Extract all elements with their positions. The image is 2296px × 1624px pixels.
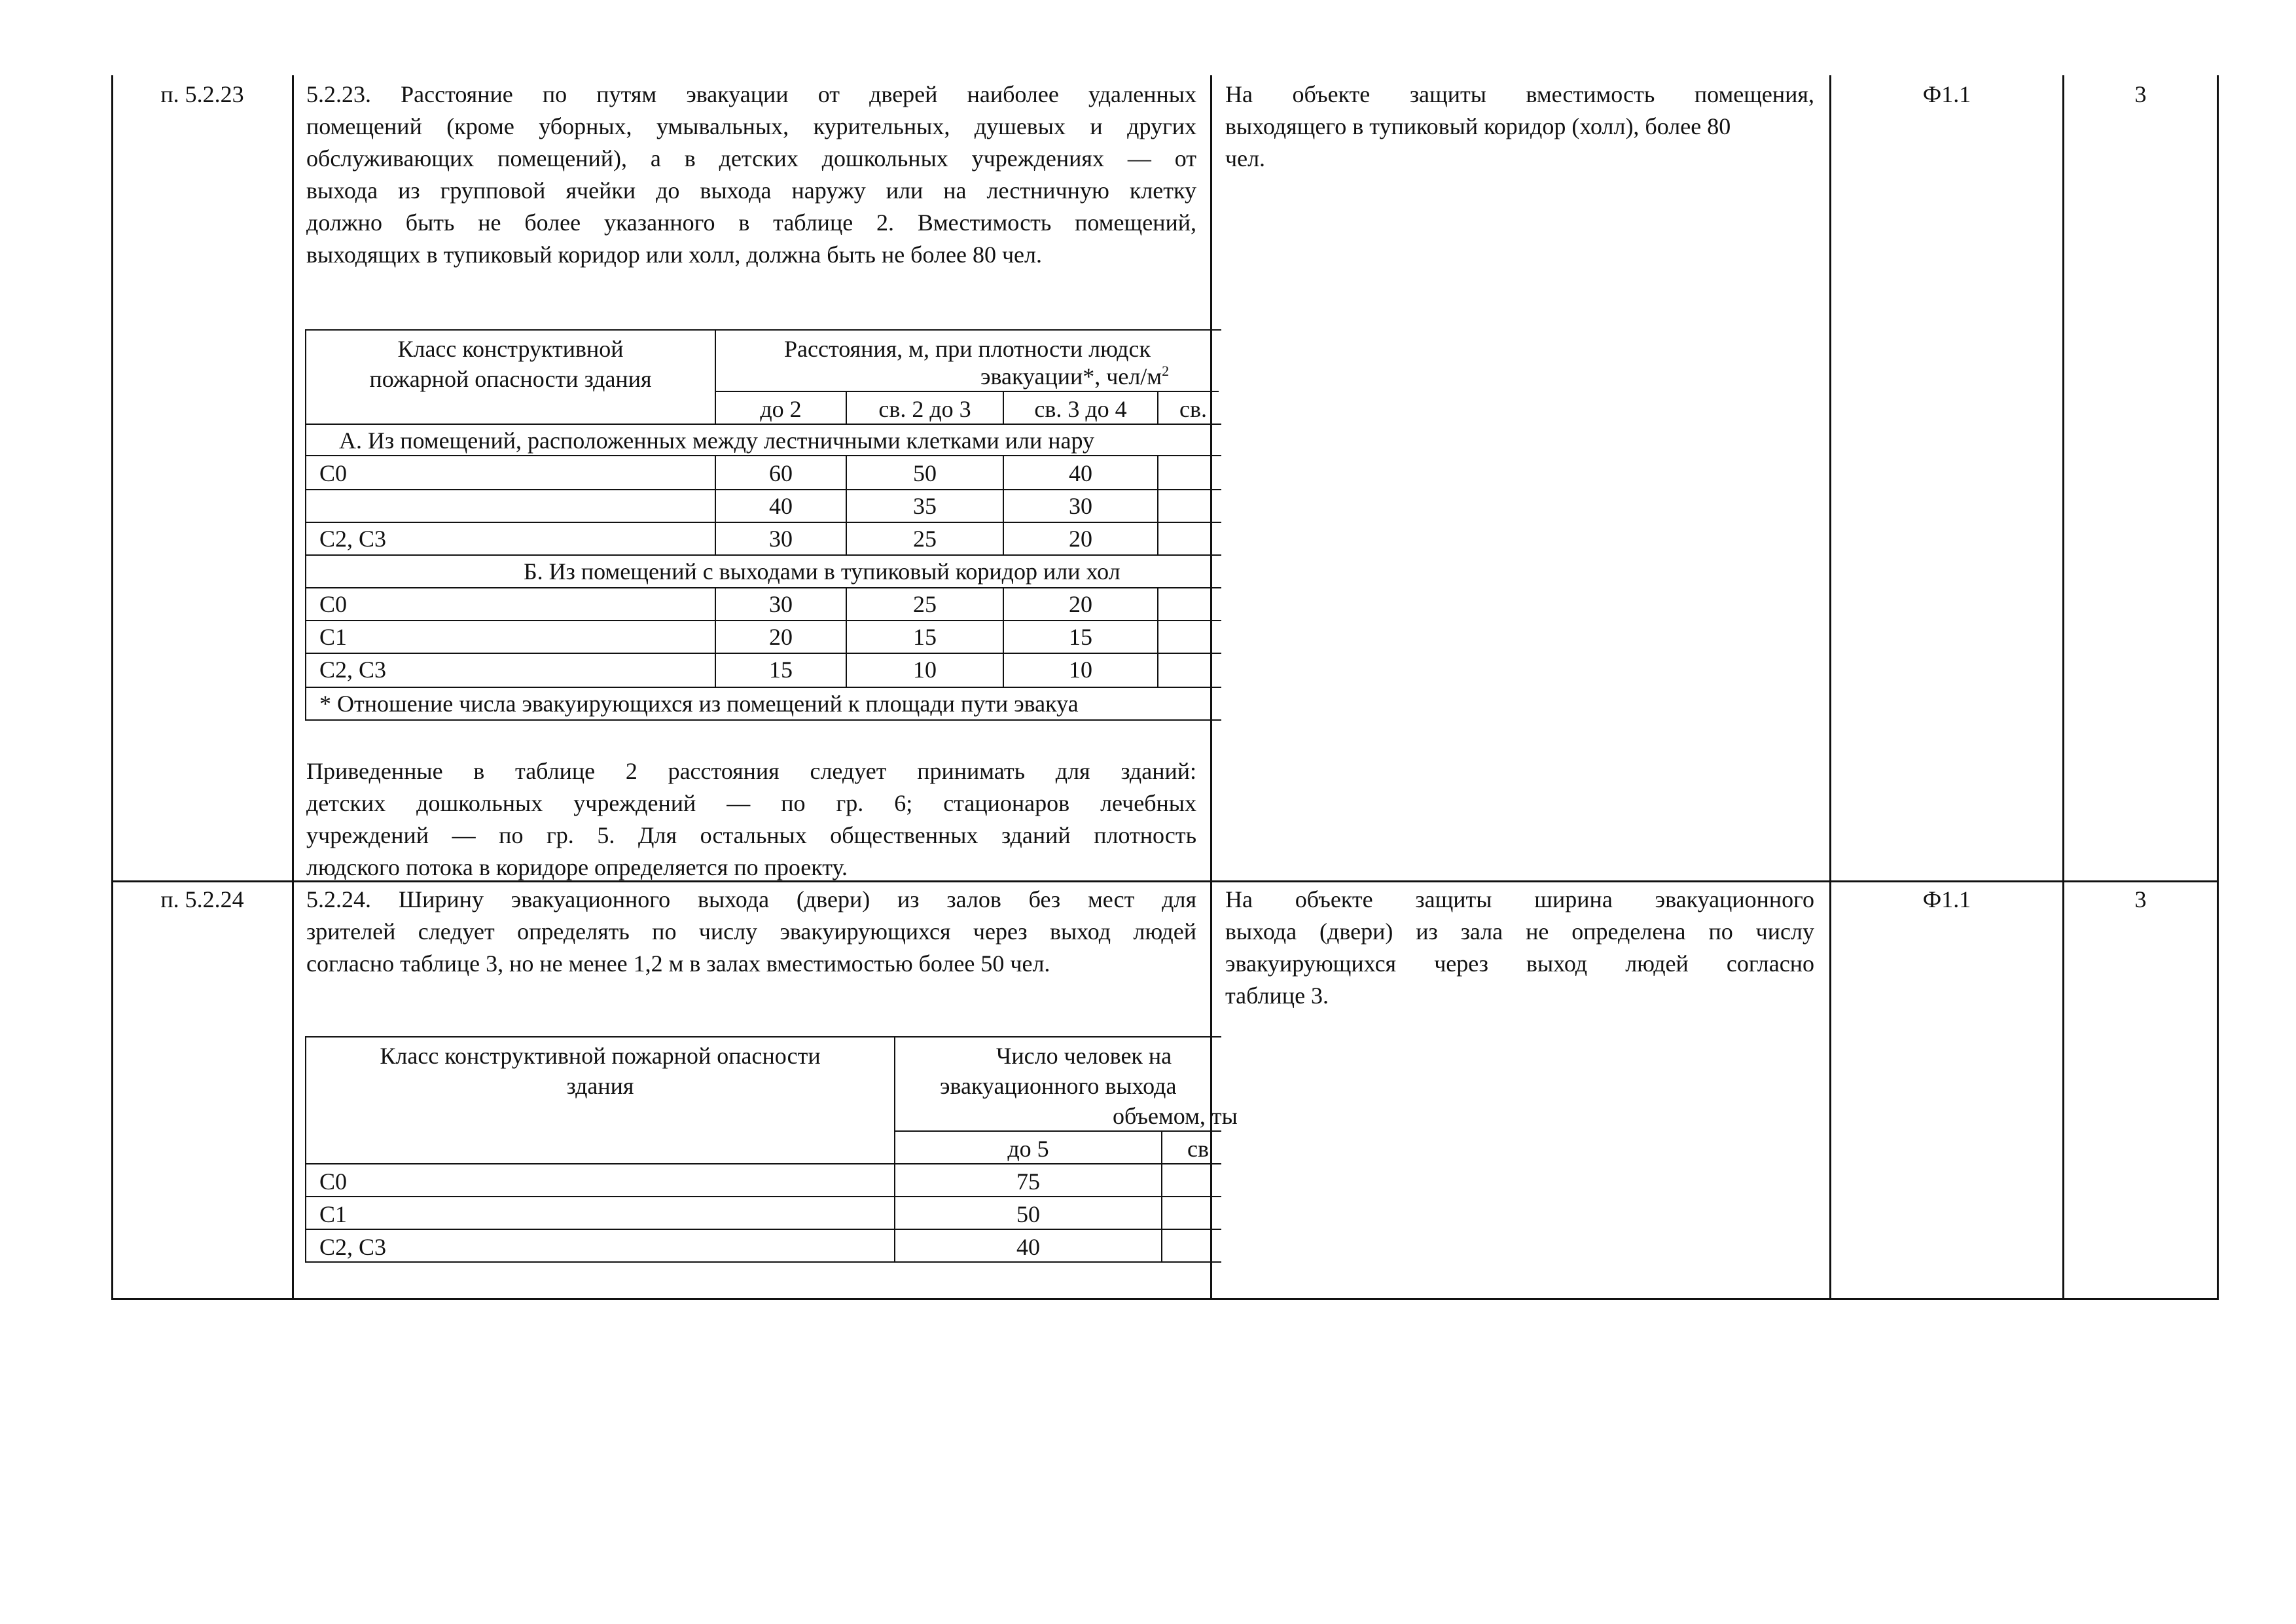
table-cell: С2, С3: [319, 657, 387, 683]
table-cell: 15: [913, 624, 937, 650]
table-cell: 25: [913, 526, 937, 552]
table-cell: 20: [769, 624, 793, 650]
ref-cell: п. 5.2.23: [160, 81, 244, 107]
table-header: объемом, ты: [1113, 1103, 1238, 1129]
class-cell: Ф1.1: [1922, 886, 1971, 912]
table-header: пожарной опасности здания: [369, 366, 652, 392]
table-cell: 20: [1069, 591, 1092, 617]
table-bottom-border: [111, 1298, 2219, 1300]
table-subheader: св.: [1179, 396, 1207, 422]
ref-cell: п. 5.2.24: [160, 886, 244, 912]
table-header: Расстояния, м, при плотности людск: [784, 336, 1151, 362]
table-cell: 40: [1016, 1234, 1040, 1260]
col-border-right: [2217, 75, 2219, 1300]
table-cell: 30: [1069, 493, 1092, 519]
table-cell: 75: [1016, 1168, 1040, 1195]
table-3: [302, 1031, 1238, 1267]
table-section-b: Б. Из помещений с выходами в тупиковый коридор или хол: [524, 558, 1121, 585]
table-subheader: св: [1187, 1136, 1209, 1162]
table-header: эвакуации*, чел/$м^2$: [980, 363, 1170, 389]
table-cell: 30: [769, 526, 793, 552]
table-cell: 20: [1069, 526, 1092, 552]
table-cell: 30: [769, 591, 793, 617]
table-header: здания: [566, 1073, 634, 1099]
table-header: Число человек на: [996, 1043, 1172, 1069]
table-cell: С1: [319, 1201, 348, 1227]
table-cell: С1: [319, 624, 348, 650]
table-cell: 15: [769, 657, 793, 683]
table-cell: С2, С3: [319, 526, 387, 552]
table-cell: 10: [913, 657, 937, 683]
table-cell: С0: [319, 460, 348, 486]
table-header: эвакуационного выхода: [940, 1073, 1177, 1099]
col-border-left: [111, 75, 113, 1300]
table-cell: 40: [769, 493, 793, 519]
table-header: Класс конструктивной пожарной опасности: [380, 1043, 821, 1069]
table-cell: 50: [1016, 1201, 1040, 1227]
count-cell: 3: [2134, 81, 2147, 107]
table-cell: 10: [1069, 657, 1092, 683]
table-cell: С0: [319, 591, 348, 617]
table-cell: 35: [913, 493, 937, 519]
col-border-class: [2062, 75, 2064, 1300]
table-cell: 40: [1069, 460, 1092, 486]
table-cell: С2, С3: [319, 1234, 387, 1260]
table-header: Класс конструктивной: [397, 336, 624, 362]
table-subheader: до 5: [1007, 1136, 1049, 1162]
table-subheader: св. 3 до 4: [1034, 396, 1127, 422]
table-cell: 25: [913, 591, 937, 617]
table-cell: С0: [319, 1168, 348, 1195]
table-subheader: до 2: [760, 396, 802, 422]
col-border-viol: [1829, 75, 1831, 1300]
col-border-ref: [292, 75, 294, 1300]
count-cell: 3: [2134, 886, 2147, 912]
table-section-a: А. Из помещений, расположенных между лестничными клетками или нару: [339, 427, 1095, 454]
table-2: [302, 324, 1210, 730]
table-cell: 50: [913, 460, 937, 486]
table-cell: 60: [769, 460, 793, 486]
table-subheader: св. 2 до 3: [878, 396, 971, 422]
table-cell: 15: [1069, 624, 1092, 650]
table-footnote: * Отношение числа эвакуирующихся из помещений к площади пути эвакуа: [319, 691, 1079, 717]
class-cell: Ф1.1: [1922, 81, 1971, 107]
